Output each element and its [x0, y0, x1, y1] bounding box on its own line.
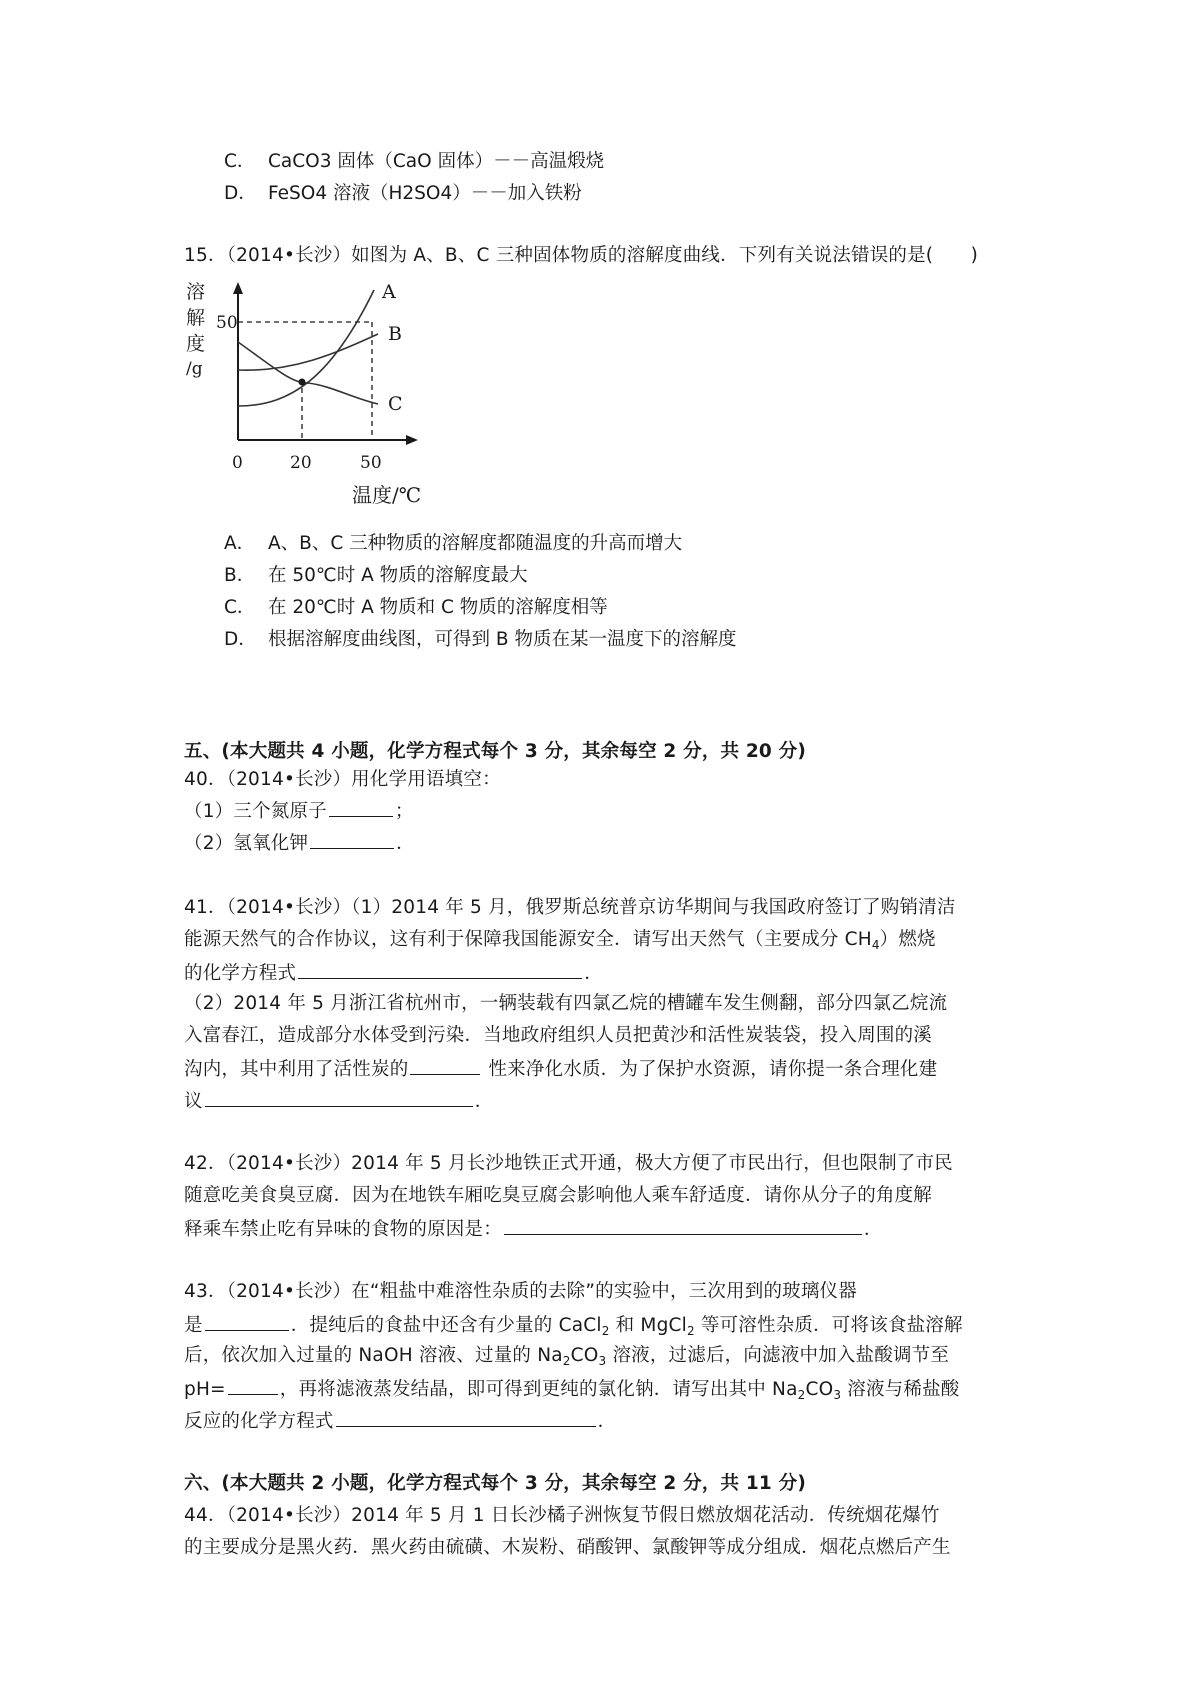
- q40-part1: （1）三个氮原子 ；: [184, 798, 414, 824]
- q40-blank-1[interactable]: [329, 798, 393, 817]
- q44-line-2: 的主要成分是黑火药．黑火药由硫磺、木炭粉、硝酸钾、氯酸钾等成分组成．烟花点燃后产生: [184, 1537, 951, 1558]
- q42-line-3: 释乘车禁止吃有异味的食物的原因是： ．: [184, 1216, 883, 1242]
- xlabel: 温度/℃: [352, 483, 422, 507]
- x-tick-50: 50: [360, 453, 382, 473]
- q15-option-a: A． A、B、C 三种物质的溶解度都随温度的升高而增大: [224, 533, 683, 554]
- q43-blank-instrument[interactable]: [205, 1312, 289, 1331]
- q15-option-b: B． 在 50℃时 A 物质的溶解度最大: [224, 565, 528, 586]
- q40-stem: 40．（2014•长沙）用化学用语填空：: [184, 769, 501, 790]
- y-axis-arrow-icon: [233, 282, 243, 294]
- q15-option-d: D． 根据溶解度曲线图，可得到 B 物质在某一温度下的溶解度: [224, 629, 737, 650]
- q42-line-1: 42．（2014•长沙）2014 年 5 月长沙地铁正式开通，极大方便了市民出行，但也限制了市民: [184, 1153, 953, 1174]
- y-tick-50: 50: [216, 313, 238, 333]
- q42-blank-reason[interactable]: [504, 1216, 862, 1235]
- intersection-point: [299, 379, 306, 386]
- ylabel-char-2: 解: [186, 307, 206, 329]
- origin-label: 0: [232, 453, 243, 473]
- q40-blank-2[interactable]: [310, 830, 394, 849]
- q42-line-2: 随意吃美食臭豆腐．因为在地铁车厢吃臭豆腐会影响他人乘车舒适度．请你从分子的角度解: [184, 1185, 933, 1206]
- q15-stem: 15．（2014•长沙）如图为 A、B、C 三种固体物质的溶解度曲线．下列有关说法错误的是( ): [184, 245, 979, 266]
- q43-blank-ph[interactable]: [228, 1376, 278, 1395]
- x-tick-20: 20: [290, 453, 312, 473]
- q41-line-3: 的化学方程式 ．: [184, 960, 603, 986]
- q43-line-5: 反应的化学方程式 ．: [184, 1408, 616, 1434]
- q41-line-7: 议 ．: [184, 1088, 493, 1114]
- q41-blank-property[interactable]: [410, 1056, 480, 1075]
- ylabel-char-3: 度: [186, 333, 206, 355]
- q43-line-1: 43．（2014•长沙）在“粗盐中难溶性杂质的去除”的实验中，三次用到的玻璃仪器: [184, 1281, 857, 1302]
- q43-line-2: 是 ．提纯后的食盐中还含有少量的 CaCl$_2$ 和 MgCl$_2$ 等可溶性杂质．可将该食盐溶解: [184, 1312, 963, 1343]
- q43-blank-equation[interactable]: [336, 1408, 596, 1427]
- x-axis-arrow-icon: [406, 435, 418, 445]
- series-label-b: B: [388, 323, 402, 345]
- ylabel-char-1: 溶: [186, 281, 206, 303]
- section-5-title: 五、(本大题共 4 小题，化学方程式每个 3 分，其余每空 2 分，共 20 分): [184, 741, 806, 762]
- q44-line-1: 44．（2014•长沙）2014 年 5 月 1 日长沙橘子洲恢复节假日燃放烟花活动．传统烟花爆竹: [184, 1505, 940, 1526]
- q41-line-2: 能源天然气的合作协议，这有利于保障我国能源安全．请写出天然气（主要成分 $CH_4$）燃烧: [184, 929, 936, 952]
- q43-line-4: pH= ，再将滤液蒸发结晶，即可得到更纯的氯化钠．请写出其中 $Na_2CO_3$ 溶液与稀盐酸: [184, 1376, 959, 1407]
- series-label-a: A: [382, 281, 396, 303]
- section-6-title: 六、(本大题共 2 小题，化学方程式每个 3 分，其余每空 2 分，共 11 分): [184, 1473, 806, 1494]
- q40-part2: （2）氢氧化钾 ．: [184, 830, 415, 856]
- curve-a: [238, 290, 374, 406]
- q41-line-1: 41．（2014•长沙）（1）2014 年 5 月，俄罗斯总统普京访华期间与我国政府签订了购销清洁: [184, 897, 956, 918]
- q41-line-4: （2）2014 年 5 月浙江省杭州市，一辆装载有四氯乙烷的槽罐车发生侧翻，部分四氯乙烷流: [184, 993, 948, 1014]
- q41-blank-suggestion[interactable]: [205, 1088, 473, 1107]
- curve-b: [238, 334, 378, 370]
- curve-c: [238, 342, 378, 404]
- q41-blank-equation[interactable]: [298, 960, 582, 979]
- ylabel-char-4: /g: [186, 359, 203, 379]
- prev-option-c: C． CaCO3 固体（CaO 固体）－－高温煅烧: [224, 151, 605, 172]
- q41-line-5: 入富春江，造成部分水体受到污染．当地政府组织人员把黄沙和活性炭装袋，投入周围的溪: [184, 1025, 933, 1046]
- q43-line-3: 后，依次加入过量的 NaOH 溶液、过量的 $Na_2CO_3$ 溶液，过滤后，向滤液中加入盐酸调节至: [184, 1345, 950, 1368]
- q15-option-c: C． 在 20℃时 A 物质和 C 物质的溶解度相等: [224, 597, 608, 618]
- q41-line-6: 沟内，其中利用了活性炭的 性来净化水质．为了保护水资源，请你提一条合理化建: [184, 1056, 937, 1082]
- prev-option-d: D． FeSO4 溶液（H2SO4）－－加入铁粉: [224, 183, 582, 204]
- solubility-curve-figure: [182, 280, 422, 520]
- series-label-c: C: [388, 393, 403, 415]
